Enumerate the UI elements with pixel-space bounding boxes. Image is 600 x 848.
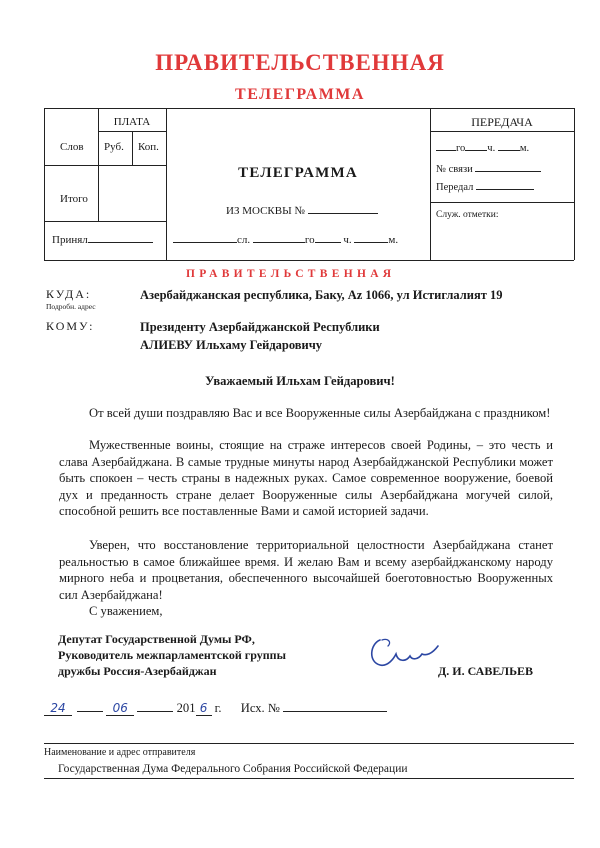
kop-label: Коп. xyxy=(138,141,159,153)
signer-position-3: дружбы Россия-Азербайджан xyxy=(58,664,217,678)
peredal-field: Передал xyxy=(436,182,534,193)
signer-position-2: Руководитель межпарламентской группы xyxy=(58,648,286,662)
recipient-line2: АЛИЕВУ Ильхаму Гейдаровичу xyxy=(140,338,323,352)
date-line xyxy=(44,701,387,716)
signer-name: Д. И. САВЕЛЬЕВ xyxy=(438,664,534,678)
paragraph-1: От всей души поздравляю Вас и все Вооруженные силы Азербайджана с праздником! xyxy=(89,406,551,420)
itogo-label: Итого xyxy=(60,193,88,205)
recipient-line1: Президенту Азербайджанской Республики xyxy=(140,320,380,334)
date-month: 06 xyxy=(106,701,134,716)
signer-position-1: Депутат Государственной Думы РФ, xyxy=(58,632,255,646)
closing: С уважением, xyxy=(89,604,163,618)
from-moscow-field: ИЗ МОСКВЫ № xyxy=(226,205,378,217)
prinyal-field: Принял xyxy=(52,234,153,246)
salutation: Уважаемый Ильхам Гейдарович! xyxy=(205,374,395,388)
paragraph-3: Уверен, что восстановление территориальной целостности Азербайджана станет реальностью в самое ближайшее время. И желаю Вам и всему азербайджанскому народу мирного неба и процветания, обеспеченного высочайшей боеготовностью Вооруженных сил Азербайджана! xyxy=(59,538,553,602)
peredacha-label: ПЕРЕДАЧА xyxy=(471,115,533,129)
sender-label: Наименование и адрес отправителя xyxy=(44,747,196,758)
komu-label: КОМУ: xyxy=(46,319,95,333)
date-year-prefix: 201 xyxy=(176,701,196,715)
category-label: ПРАВИТЕЛЬСТВЕННАЯ xyxy=(186,268,396,280)
sender-name: Государственная Дума Федерального Собрания Российской Федерации xyxy=(58,763,408,775)
form-telegramma-title: ТЕЛЕГРАММА xyxy=(238,165,358,181)
plata-label: ПЛАТА xyxy=(113,116,151,128)
rub-label: Руб. xyxy=(104,141,124,153)
peredacha-time: го ч. м. xyxy=(436,143,529,154)
address: Азербайджанская республика, Баку, Az 1066, ул Истиглалият 19 xyxy=(140,288,503,302)
date-day: 24 xyxy=(44,701,72,716)
slov-label: Слов xyxy=(60,141,84,153)
words-time-field: сл. го ч. м. xyxy=(173,234,398,246)
header-title: ПРАВИТЕЛЬСТВЕННАЯ xyxy=(155,50,445,75)
sluzh-label: Служ. отметки: xyxy=(436,210,499,220)
handwritten-signature xyxy=(366,632,446,672)
kuda-label: КУДА: xyxy=(46,287,92,301)
date-year-label: г. xyxy=(214,701,222,715)
paragraph-2: Мужественные воины, стоящие на страже интересов своей Родины, – это честь и слава Азербайджана. В самые трудные минуты народ Азербайджанской Республики может быть спокоен – честь страны в надежных руках. Самое современное вооружение, боевой дух и преданность стране делает Вооруженные силы Азербайджана могучей силой, способной решить все поставленные Вами и самой историей задачи. xyxy=(59,438,553,518)
ref-label: Исх. № xyxy=(240,701,280,715)
kuda-sublabel: Подробн. адрес xyxy=(46,302,96,311)
header-subtitle: ТЕЛЕГРАММА xyxy=(235,86,365,103)
svyazi-field: № связи xyxy=(436,164,541,175)
date-year-suffix: 6 xyxy=(196,701,212,716)
